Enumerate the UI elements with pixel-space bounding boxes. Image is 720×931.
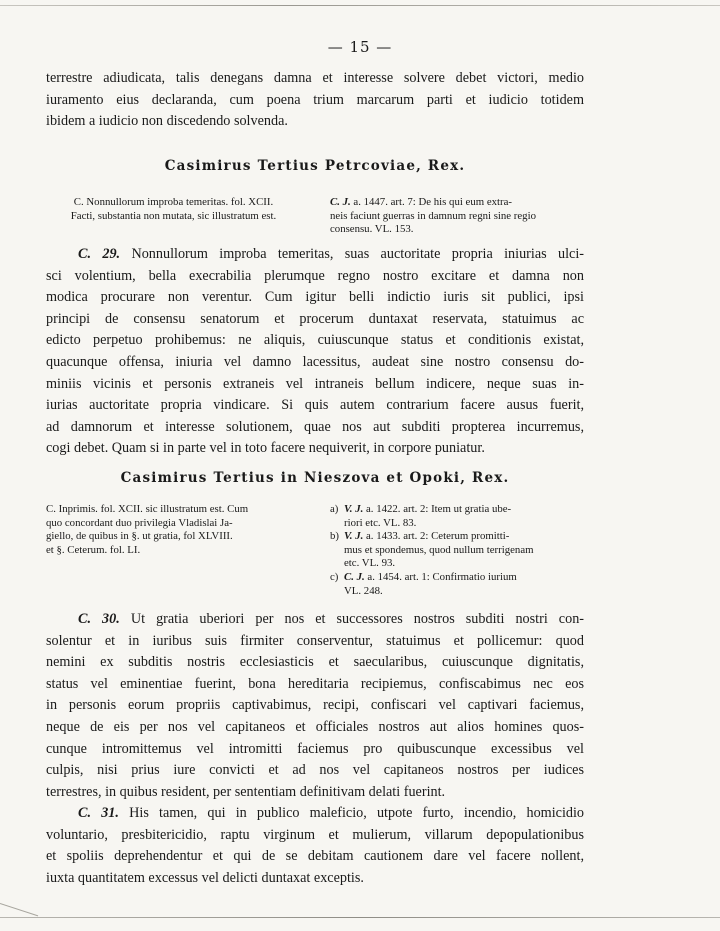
text-line: quacunque offensa, iniuria vel damno lacessitus, audeat sine nostro consensu do- xyxy=(46,353,584,370)
page-edge-corner xyxy=(0,903,38,916)
section-heading: Casimirus Tertius in Nieszova et Opoki, Rex. xyxy=(120,470,510,486)
text-line: iuramento eius declaranda, cum poena trium marcarum parti et iudicio totidem xyxy=(46,91,584,108)
text-line: C. 31. His tamen, qui in publico maleficio, utpote furto, incendio, homicidio xyxy=(78,805,585,821)
text-line: principi de consensu senatorum et procerum duntaxat reservata, statuimus ac xyxy=(46,310,584,327)
note-line: C. Inprimis. fol. XCII. sic illustratum est. Cum xyxy=(46,503,249,515)
text-line: terrestres, in quibus resident, per sententiam definitivam delati fuerint. xyxy=(46,783,446,800)
note-line: C. Nonnullorum improba temeritas. fol. XCII. xyxy=(73,196,274,208)
note-line: et §. Ceterum. fol. LI. xyxy=(46,543,141,556)
text-line: modica procurare non verentur. Cum igitur belli indictio iuris sit publici, ipsi xyxy=(46,289,584,306)
note-line: consensu. VL. 153. xyxy=(330,223,414,236)
marginal-note-right xyxy=(330,196,585,237)
note-line: mus et spondemus, quod nullum terrigenam xyxy=(344,543,534,556)
text-line: sci volentium, bella execrabilia plerumque regno nostro excitare et damna non xyxy=(46,267,584,284)
text-line: neque de eis per nos vel capitaneos et officiales nostros aut alios homines quos- xyxy=(46,718,584,735)
text-line: cunque intromittemus vel intromitti faciemus pro quibuscunque excessibus vel xyxy=(46,740,584,757)
note-line: riori etc. VL. 83. xyxy=(344,516,417,529)
note-line: VL. 248. xyxy=(344,584,383,597)
note-line: neis faciunt guerras in damnum regni sine regio xyxy=(330,209,536,222)
text-line: iurias auctoritate propria vindicare. Si quis autem contrarium facere ausus fuerit, xyxy=(46,397,584,414)
text-line: miniis vicinis et personis extraneis vel intraneis bellum indicere, neque suas in- xyxy=(46,375,584,392)
paragraph-label: C. 30. xyxy=(78,611,120,627)
text-line: solentur et in iuribus suis firmiter conserventur, statuimus et pollicemur: quod xyxy=(46,632,584,649)
section-heading: Casimirus Tertius Petrcoviae, Rex. xyxy=(164,158,466,174)
citation-abbrev: C. J. xyxy=(330,196,351,208)
page-edge-bottom xyxy=(0,917,720,918)
text-line: nemini ex subditis nostris ecclesiasticis et saecularibus, cuiuscunque dignitatis, xyxy=(46,654,584,671)
text-line: C. 29. Nonnullorum improba temeritas, suas auctoritate propria iniurias ulci- xyxy=(78,246,584,262)
citation-abbrev: V. J. xyxy=(344,530,364,543)
note-line: C. J. a. 1447. art. 7: De his qui eum extra- xyxy=(330,196,513,208)
text-line: edicto perpetuo prohibemus: ne aliquis, cuiuscunque status et conditionis existat, xyxy=(46,332,584,349)
text-line: et spoliis deprehendentur et qui de se debitam cautionem dare vel facere nollent, xyxy=(46,848,584,865)
note-line: a) V. J. a. 1422. art. 2: Item ut gratia ube- xyxy=(330,503,512,515)
paragraph-label: C. 31. xyxy=(78,805,119,821)
note-line: c) C. J. a. 1454. art. 1: Confirmatio iurium xyxy=(330,570,517,583)
marginal-note-left xyxy=(46,503,301,557)
note-line: b) V. J. a. 1433. art. 2: Ceterum promitti- xyxy=(330,530,510,543)
citation-abbrev: V. J. xyxy=(344,503,364,515)
citation-abbrev: C. J. xyxy=(344,570,365,583)
text-line: ibidem a iudicio non discedendo solvenda. xyxy=(46,113,288,130)
marginal-note-right xyxy=(330,503,585,598)
text-line: culpis, nisi prius iure convicti et ad nos vel capitaneos nostros per iudices xyxy=(46,762,584,779)
text-line: iuxta quantitatem excessus vel delicti duntaxat exceptis. xyxy=(46,869,364,886)
marginal-note-left xyxy=(46,196,301,223)
text-line: voluntario, presbitericidio, raptu virginum et mulierum, villarum depopulationibus xyxy=(46,826,584,843)
paragraph-c29 xyxy=(46,244,584,460)
opening-paragraph xyxy=(46,68,584,133)
page-number: — 15 — xyxy=(327,38,393,56)
note-line: Facti, substantia non mutata, sic illustratum est. xyxy=(70,209,277,222)
text-line: ad damnorum et interesse solutionem, quae nos aut subditi propterea incurremus, xyxy=(46,418,584,435)
note-line: etc. VL. 93. xyxy=(344,557,396,570)
note-line: giello, de quibus in §. ut gratia, fol XLVIII. xyxy=(46,530,233,543)
text-line: status vel eminentiae fuerint, bona hereditaria recipiemus, confiscabimus nec eos xyxy=(46,675,584,692)
text-line: terrestre adiudicata, talis denegans damna et interesse solvere debet victori, medio xyxy=(46,70,584,86)
paragraph-c30 xyxy=(46,609,584,803)
paragraph-label: C. 29. xyxy=(78,246,121,262)
text-line: C. 30. Ut gratia uberiori per nos et successores nostros subditi nostri con- xyxy=(78,611,585,627)
paragraph-c31 xyxy=(46,803,584,889)
text-line: cogi debet. Quam si in parte vel in toto facere nequiverit, in corpore puniatur. xyxy=(46,440,485,457)
page-edge-top xyxy=(0,5,720,6)
text-line: in personis eorum propriis captivabimus, recipi, confiscari vel captivari faciemus, xyxy=(46,697,584,714)
note-line: quo concordant duo privilegia Vladislai Ja- xyxy=(46,516,233,529)
